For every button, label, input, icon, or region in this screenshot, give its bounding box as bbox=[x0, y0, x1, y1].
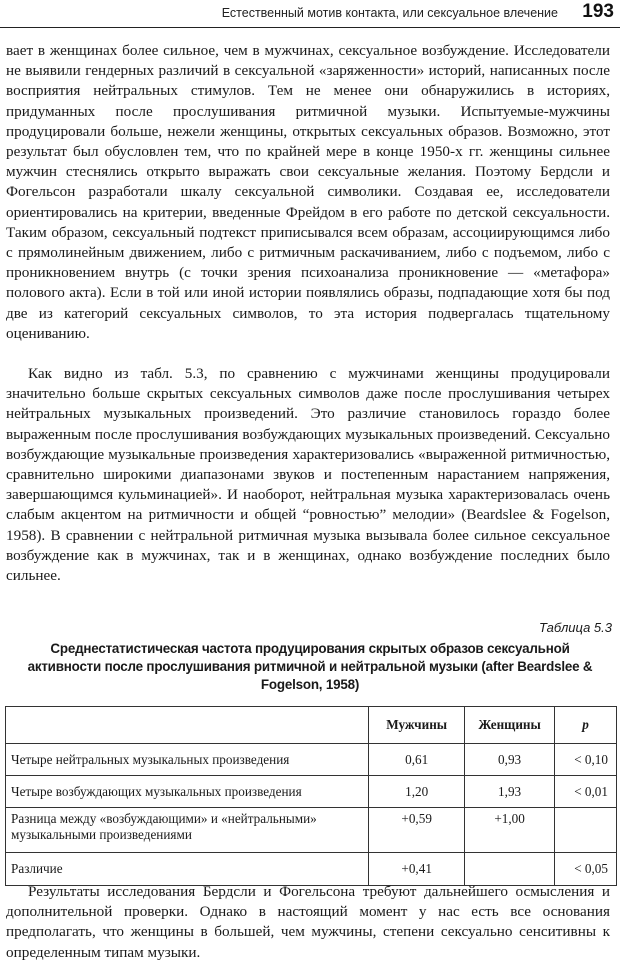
header-cell-men: Мужчины bbox=[369, 707, 465, 744]
cell-men: 0,61 bbox=[369, 744, 465, 776]
table-row bbox=[6, 776, 617, 808]
cell-men: +0,41 bbox=[369, 853, 465, 886]
cell-women: 0,93 bbox=[465, 744, 555, 776]
table-row bbox=[6, 853, 617, 886]
page-header bbox=[0, 0, 620, 30]
table-row bbox=[6, 808, 617, 853]
paragraph-2: Как видно из табл. 5.3, по сравнению с мужчинами женщины продуцировали значительно больше скрытых сексуальных символов даже после прослушивания четырех нейтральных музыкальных произведений. Это различие становилось гораздо более выраженным после прослушивания возбуждающих музыкальных произведений. Сексуально возбуждающие музыкальные произведения характеризовались «выраженной ритмичностью, сравнительно широкими диапазонами звуков и постепенным нарастанием напряжения, завершающимся кульминацией». И наоборот, нейтральная музыка характеризовалась очень слабым акцентом на ритмичности и общей “ровностью” мелодии» (Beardslee & Fogelson, 1958). В сравнении с нейтральной ритмичная музыка вызывала более сильное сексуальное возбуждение как в мужчинах, так и в женщинах, однако возбуждение последних было сильнее. bbox=[6, 365, 610, 585]
header-cell-empty bbox=[6, 707, 369, 744]
header-rule bbox=[0, 27, 620, 28]
cell-men: 1,20 bbox=[369, 776, 465, 808]
row-label: Различие bbox=[6, 853, 369, 886]
table-row bbox=[6, 744, 617, 776]
cell-p: < 0,05 bbox=[555, 853, 617, 886]
row-label: Четыре возбуждающих музыкальных произведения bbox=[6, 776, 369, 808]
cell-men: +0,59 bbox=[369, 808, 465, 853]
paragraph-3: Результаты исследования Бердсли и Фогельсона требуют дальнейшего осмысления и дополнительной проверки. Однако в настоящий момент у нас есть все основания предполагать, что женщины в большей, чем мужчины, степени сексуально сенситивны к определенным типам музыки. bbox=[6, 883, 610, 961]
cell-women bbox=[465, 853, 555, 886]
page-number: 193 bbox=[582, 1, 614, 22]
table-title: Среднестатистическая частота продуцирования скрытых образов сексуальной активности после прослушивания ритмичной и нейтральной музыки (after Beardslee & Fogelson, 1958) bbox=[27, 641, 593, 692]
cell-women: +1,00 bbox=[465, 808, 555, 853]
cell-women: 1,93 bbox=[465, 776, 555, 808]
cell-p bbox=[555, 808, 617, 853]
running-title: Естественный мотив контакта, или сексуальное влечение bbox=[221, 6, 558, 20]
paragraph-1: вает в женщинах более сильное, чем в мужчинах, сексуальное возбуждение. Исследователи не выявили гендерных различий в сексуальной «заряженности» историй, написанных после восприятия нейтральных стимулов. Тем не менее они обнаружились в историях, придуманных после прослушивания ритмичной музыки. Испытуемые-мужчины продуцировали больше, нежели женщины, открытых сексуальных образов. Возможно, этот результат был обусловлен тем, что по крайней мере в конце 1950-х гг. женщины сильнее мужчин стеснялись открыто выражать свои сексуальные желания. Поэтому Бердсли и Фогельсон разработали шкалу сексуальной символики. Создавая ее, исследователи ориентировались на критерии, введенные Фрейдом в его работе по детской сексуальности. Таким образом, сексуальный подтекст приписывался всем образам, ассоциирующимся либо с прямолинейным движением, либо с ритмичным раскачиванием, либо с подъемом, либо с проникновением внутрь (с точки зрения психоанализа проникновение — «метафора» полового акта). Если в той или иной истории появлялись образы, подпадающие хотя бы под две из категорий сексуальных символов, то эта история подвергалась тщательному оцениванию. bbox=[6, 42, 610, 342]
data-table bbox=[5, 706, 617, 886]
table-label: Таблица 5.3 bbox=[539, 620, 612, 635]
row-label: Разница между «возбуждающими» и «нейтральными» музыкальными произведениями bbox=[6, 808, 369, 853]
header-cell-women: Женщины bbox=[465, 707, 555, 744]
header-cell-p: p bbox=[555, 707, 617, 744]
row-label: Четыре нейтральных музыкальных произведения bbox=[6, 744, 369, 776]
table-header-row bbox=[6, 707, 617, 744]
cell-p: < 0,01 bbox=[555, 776, 617, 808]
cell-p: < 0,10 bbox=[555, 744, 617, 776]
